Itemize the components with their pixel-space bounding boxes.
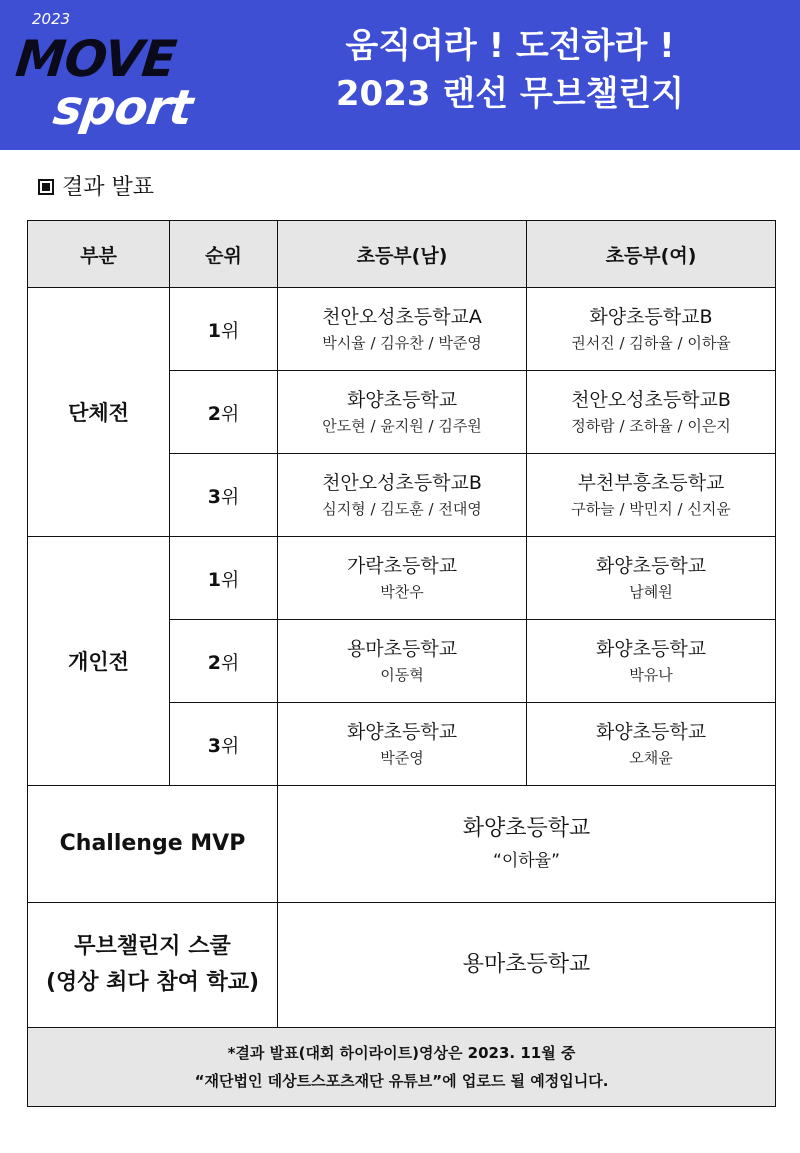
member-names: 안도현 / 윤지원 / 김주원	[322, 417, 482, 435]
move-school-label-cell	[28, 903, 278, 1028]
member-names: 박준영	[380, 749, 424, 767]
school-name: 화양초등학교	[595, 721, 707, 743]
mvp-row	[28, 786, 776, 903]
rank-suffix: 위	[220, 319, 240, 342]
rank-number: 2	[207, 402, 221, 425]
move-school-label-line1: 무브챌린지 스쿨	[74, 934, 231, 959]
rank-number: 1	[207, 568, 221, 591]
school-name: 부천부흥초등학교	[577, 472, 725, 494]
member-names: 정하람 / 조하율 / 이은지	[571, 417, 731, 435]
move-school-name: 용마초등학교	[462, 952, 591, 977]
boys-cell	[278, 288, 527, 371]
rank-suffix: 위	[220, 568, 240, 591]
footer-row	[28, 1028, 776, 1107]
boys-cell	[278, 703, 527, 786]
mvp-label: Challenge MVP	[59, 831, 246, 856]
girls-cell	[527, 371, 776, 454]
boys-cell	[278, 371, 527, 454]
section-heading	[38, 170, 154, 201]
school-name: 화양초등학교	[595, 638, 707, 660]
girls-cell	[527, 537, 776, 620]
rank-cell	[170, 454, 278, 537]
school-name: 천안오성초등학교B	[571, 389, 731, 411]
rank-number: 3	[207, 734, 221, 757]
member-names: 이동혁	[380, 666, 424, 684]
rank-cell	[170, 371, 278, 454]
rank-number: 2	[207, 651, 221, 674]
school-name: 천안오성초등학교B	[322, 472, 482, 494]
mvp-label-cell	[28, 786, 278, 903]
rank-suffix: 위	[220, 485, 240, 508]
rank-cell	[170, 620, 278, 703]
school-name: 천안오성초등학교A	[322, 306, 482, 328]
girls-cell	[527, 703, 776, 786]
member-names: 박시율 / 김유찬 / 박준영	[322, 334, 482, 352]
boys-cell	[278, 454, 527, 537]
move-school-value-cell	[278, 903, 776, 1028]
page-title	[230, 22, 790, 118]
table-header-row	[28, 221, 776, 288]
school-name: 용마초등학교	[346, 638, 458, 660]
rank-cell	[170, 537, 278, 620]
move-sport-logo	[12, 8, 212, 148]
school-name: 화양초등학교	[346, 389, 458, 411]
rank-suffix: 위	[220, 402, 240, 425]
girls-cell	[527, 454, 776, 537]
rank-suffix: 위	[220, 734, 240, 757]
header-girls: 초등부(여)	[527, 221, 776, 288]
school-name: 화양초등학교	[346, 721, 458, 743]
school-name: 화양초등학교	[595, 555, 707, 577]
member-names: 남혜원	[629, 583, 673, 601]
footer-line-1: *결과 발표(대회 하이라이트)영상은 2023. 11월 중	[227, 1044, 576, 1062]
category-individual: 개인전	[28, 537, 170, 786]
boys-cell	[278, 537, 527, 620]
header-division: 부분	[28, 221, 170, 288]
table-row	[28, 288, 776, 371]
logo-year: 2023	[32, 10, 71, 28]
results-table	[27, 220, 776, 1107]
logo-sport: sport	[50, 80, 196, 136]
school-name: 화양초등학교B	[589, 306, 713, 328]
move-school-label-line2: (영상 최다 참여 학교)	[45, 970, 260, 995]
member-names: 권서진 / 김하율 / 이하율	[571, 334, 731, 352]
school-name: 가락초등학교	[346, 555, 458, 577]
category-team: 단체전	[28, 288, 170, 537]
header-boys: 초등부(남)	[278, 221, 527, 288]
header-banner	[0, 0, 800, 150]
rank-number: 3	[207, 485, 221, 508]
rank-cell	[170, 288, 278, 371]
footer-note	[28, 1028, 776, 1107]
rank-number: 1	[207, 319, 221, 342]
mvp-name: “이하율”	[493, 851, 560, 871]
rank-cell	[170, 703, 278, 786]
member-names: 박찬우	[380, 583, 424, 601]
logo-move: MOVE	[12, 30, 179, 88]
member-names: 구하늘 / 박민지 / 신지윤	[571, 500, 731, 518]
move-school-row	[28, 903, 776, 1028]
member-names: 박유나	[629, 666, 673, 684]
mvp-school: 화양초등학교	[462, 816, 591, 841]
title-line-2: 2023 랜선 무브챌린지	[335, 74, 685, 114]
title-line-1: 움직여라 ! 도전하라 !	[345, 26, 675, 66]
section-heading-text: 결과 발표	[62, 175, 155, 200]
square-bullet-icon	[38, 179, 54, 195]
rank-suffix: 위	[220, 651, 240, 674]
girls-cell	[527, 620, 776, 703]
table-row	[28, 537, 776, 620]
boys-cell	[278, 620, 527, 703]
member-names: 심지형 / 김도훈 / 전대영	[322, 500, 482, 518]
header-rank: 순위	[170, 221, 278, 288]
footer-line-2: “재단법인 데상트스포츠재단 유튜브”에 업로드 될 예정입니다.	[194, 1072, 609, 1090]
mvp-value-cell	[278, 786, 776, 903]
girls-cell	[527, 288, 776, 371]
member-names: 오채윤	[629, 749, 673, 767]
